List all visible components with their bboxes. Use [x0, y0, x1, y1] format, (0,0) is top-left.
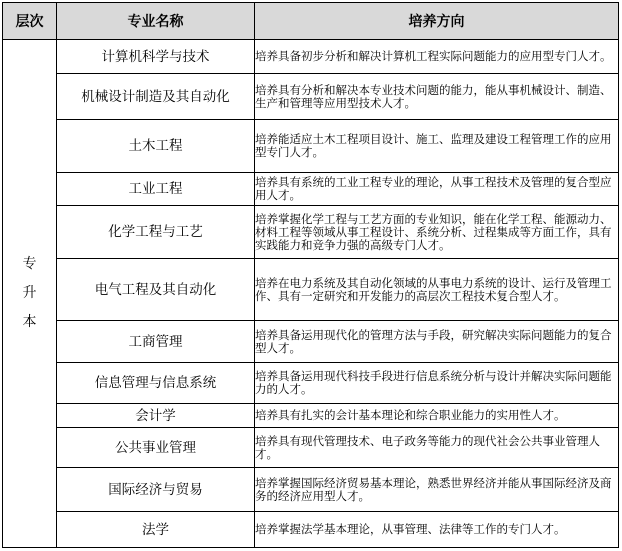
- header-level: 层次: [3, 3, 57, 40]
- table-row: [3, 259, 619, 321]
- table-row: [3, 363, 619, 404]
- table-row: [3, 321, 619, 363]
- level-cell: [3, 40, 57, 548]
- major-name: 公共事业管理: [57, 428, 255, 468]
- major-direction: 培养掌握法学基本理论，从事管理、法律等工作的专门人才。: [255, 512, 619, 548]
- table-row: [3, 206, 619, 259]
- table-row: [3, 512, 619, 548]
- table-row: [3, 40, 619, 74]
- major-direction: 培养具有现代管理技术、电子政务等能力的现代社会公共事业管理人才。: [255, 428, 619, 468]
- table-row: [3, 404, 619, 428]
- header-major: 专业名称: [57, 3, 255, 40]
- major-name: 国际经济与贸易: [57, 468, 255, 512]
- major-direction: 培养掌握化学工程与工艺方面的专业知识，能在化学工程、能源动力、材料工程等领域从事工程设计、系统分析、过程集成等方面工作，具有实践能力和竞争力强的高级专门人才。: [255, 206, 619, 259]
- header-row: [3, 3, 619, 40]
- major-name: 电气工程及其自动化: [57, 259, 255, 321]
- header-direction: 培养方向: [255, 3, 619, 40]
- major-direction: 培养具备运用现代科技手段进行信息系统分析与设计并解决实际问题能力的人才。: [255, 363, 619, 404]
- major-name: 工业工程: [57, 173, 255, 206]
- table-row: [3, 468, 619, 512]
- major-direction: 培养在电力系统及其自动化领域的从事电力系统的设计、运行及管理工作、具有一定研究和开发能力的高层次工程技术复合型人才。: [255, 259, 619, 321]
- major-direction: 培养具备初步分析和解决计算机工程实际问题能力的应用型专门人才。: [255, 40, 619, 74]
- major-direction: 培养掌握国际经济贸易基本理论，熟悉世界经济并能从事国际经济及商务的经济应用型人才。: [255, 468, 619, 512]
- major-name: 会计学: [57, 404, 255, 428]
- table-row: [3, 173, 619, 206]
- level-label: 专升本: [22, 256, 37, 330]
- major-name: 信息管理与信息系统: [57, 363, 255, 404]
- major-name: 机械设计制造及其自动化: [57, 74, 255, 120]
- major-name: 化学工程与工艺: [57, 206, 255, 259]
- major-name: 计算机科学与技术: [57, 40, 255, 74]
- major-direction: 培养具有分析和解决本专业技术问题的能力，能从事机械设计、制造、生产和管理等应用型技术人才。: [255, 74, 619, 120]
- table-row: [3, 120, 619, 173]
- major-name: 工商管理: [57, 321, 255, 363]
- major-table: [2, 2, 619, 548]
- table-row: [3, 428, 619, 468]
- major-direction: 培养具有系统的工业工程专业的理论，从事工程技术及管理的复合型应用人才。: [255, 173, 619, 206]
- major-name: 法学: [57, 512, 255, 548]
- major-direction: 培养能适应土木工程项目设计、施工、监理及建设工程管理工作的应用型专门人才。: [255, 120, 619, 173]
- major-direction: 培养具备运用现代化的管理方法与手段，研究解决实际问题能力的复合型人才。: [255, 321, 619, 363]
- major-direction: 培养具有扎实的会计基本理论和综合职业能力的实用性人才。: [255, 404, 619, 428]
- table-row: [3, 74, 619, 120]
- major-name: 土木工程: [57, 120, 255, 173]
